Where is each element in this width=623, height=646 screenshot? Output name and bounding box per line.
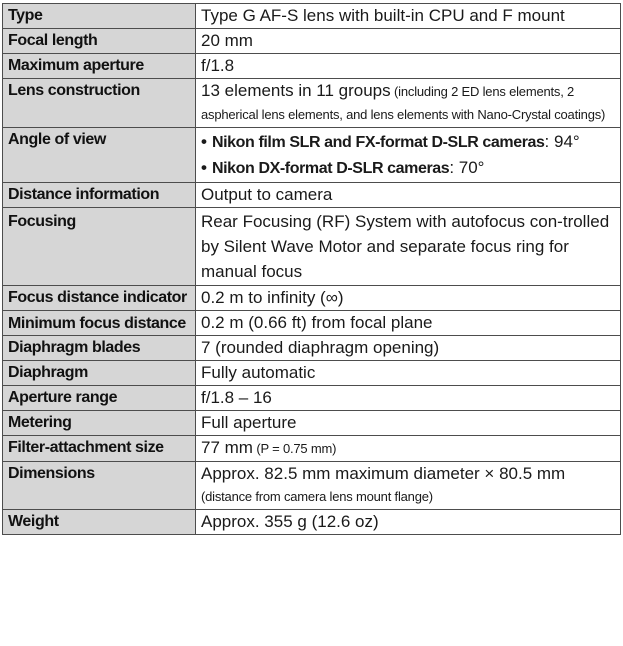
angle-item-degrees: : 70° <box>449 158 485 177</box>
spec-value <box>196 128 621 183</box>
spec-value-main: Approx. 82.5 mm maximum diameter × 80.5 mm <box>201 464 566 483</box>
spec-row-focusing <box>3 208 621 286</box>
bullet-icon: • <box>201 158 207 177</box>
spec-value <box>196 436 621 462</box>
spec-label: Metering <box>3 411 196 436</box>
spec-label: Focusing <box>3 208 196 286</box>
spec-label: Focus distance indicator <box>3 286 196 311</box>
spec-value: f/1.8 <box>196 54 621 79</box>
spec-value: f/1.8 – 16 <box>196 386 621 411</box>
spec-row-type <box>3 4 621 29</box>
spec-row-filter-attachment-size <box>3 436 621 462</box>
angle-item-dx <box>201 155 614 181</box>
angle-item-camera: Nikon film SLR and FX-format D-SLR cameras <box>211 134 545 151</box>
spec-row-weight <box>3 510 621 535</box>
spec-label: Minimum focus distance <box>3 311 196 336</box>
spec-value: 0.2 m (0.66 ft) from focal plane <box>196 311 621 336</box>
spec-row-aperture-range <box>3 386 621 411</box>
spec-row-focus-distance-indicator <box>3 286 621 311</box>
spec-row-metering <box>3 411 621 436</box>
spec-label: Weight <box>3 510 196 535</box>
angle-item-degrees: : 94° <box>544 132 580 151</box>
spec-label: Diaphragm <box>3 361 196 386</box>
spec-label: Distance information <box>3 183 196 208</box>
spec-row-minimum-focus-distance <box>3 311 621 336</box>
spec-row-maximum-aperture <box>3 54 621 79</box>
spec-label: Type <box>3 4 196 29</box>
spec-value: 20 mm <box>196 29 621 54</box>
spec-label: Angle of view <box>3 128 196 183</box>
spec-row-diaphragm-blades <box>3 336 621 361</box>
spec-label: Diaphragm blades <box>3 336 196 361</box>
spec-value-main: 13 elements in 11 groups <box>201 81 391 100</box>
spec-value-note: (distance from camera lens mount flange) <box>201 489 433 504</box>
spec-row-dimensions <box>3 462 621 510</box>
spec-value-note: (including 2 ED lens elements, 2 aspherical lens elements, and lens elements with Nano-Crystal coatings) <box>201 84 606 122</box>
spec-value-main: 77 mm <box>201 438 253 457</box>
angle-item-camera: Nikon DX-format D-SLR cameras <box>211 160 450 177</box>
spec-value: Output to camera <box>196 183 621 208</box>
spec-row-lens-construction <box>3 79 621 128</box>
spec-row-diaphragm <box>3 361 621 386</box>
spec-row-angle-of-view <box>3 128 621 183</box>
spec-row-focal-length <box>3 29 621 54</box>
bullet-icon: • <box>201 132 207 151</box>
spec-value: Type G AF-S lens with built-in CPU and F mount <box>196 4 621 29</box>
spec-value <box>196 462 621 510</box>
spec-value: 0.2 m to infinity (∞) <box>196 286 621 311</box>
spec-label: Maximum aperture <box>3 54 196 79</box>
spec-value: Fully automatic <box>196 361 621 386</box>
spec-value: Rear Focusing (RF) System with autofocus con-trolled by Silent Wave Motor and separate focus ring for manual focus <box>196 208 621 286</box>
lens-spec-table <box>2 3 621 535</box>
spec-label: Filter-attachment size <box>3 436 196 462</box>
spec-label: Lens construction <box>3 79 196 128</box>
spec-value-note: (P = 0.75 mm) <box>252 441 337 456</box>
spec-value: Approx. 355 g (12.6 oz) <box>196 510 621 535</box>
spec-label: Focal length <box>3 29 196 54</box>
spec-value: 7 (rounded diaphragm opening) <box>196 336 621 361</box>
spec-row-distance-information <box>3 183 621 208</box>
spec-label: Dimensions <box>3 462 196 510</box>
spec-value <box>196 79 621 128</box>
angle-item-fx <box>201 129 614 155</box>
spec-label: Aperture range <box>3 386 196 411</box>
spec-value: Full aperture <box>196 411 621 436</box>
